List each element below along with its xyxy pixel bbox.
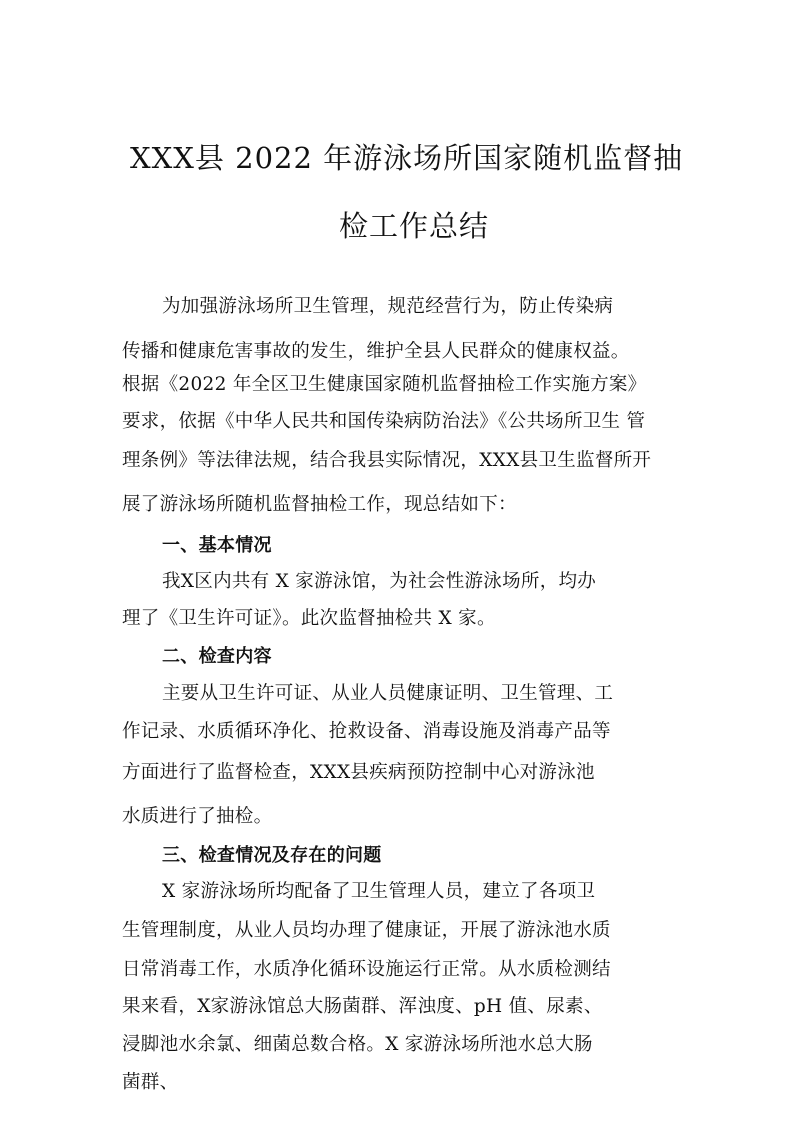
intro-paragraph-line: 根据《2022 年全区卫生健康国家随机监督抽检工作实施方案》 [122, 374, 647, 395]
section-paragraph-line: X 家游泳场所均配备了卫生管理人员，建立了各项卫 [162, 881, 596, 902]
document-title-line-1: XXX县 2022 年游泳场所国家随机监督抽 [130, 141, 684, 175]
section-paragraph-line: 主要从卫生许可证、从业人员健康证明、卫生管理、工 [162, 683, 614, 704]
section-paragraph-line: 浸脚池水余氯、细菌总数合格。X 家游泳场所池水总大肠 [122, 1034, 593, 1055]
section-heading-basic-info: 一、基本情况 [162, 535, 272, 556]
intro-paragraph-line: 为加强游泳场所卫生管理，规范经营行为，防止传染病 [162, 296, 614, 317]
section-heading-inspection-content: 二、检查内容 [162, 646, 272, 667]
intro-paragraph-line: 传播和健康危害事故的发生，维护全县人民群众的健康权益。 [122, 341, 630, 362]
section-paragraph-line: 菌群、 [122, 1072, 179, 1093]
section-paragraph-line: 方面进行了监督检查，XXX县疾病预防控制中心对游泳池 [122, 762, 595, 783]
section-heading-findings: 三、检查情况及存在的问题 [162, 845, 382, 866]
section-paragraph-line: 果来看，X家游泳馆总大肠菌群、浑浊度、pH 值、尿素、 [122, 996, 603, 1017]
intro-paragraph-line: 理条例》等法律法规，结合我县实际情况，XXX县卫生监督所开 [122, 450, 652, 471]
intro-paragraph-line: 展了游泳场所随机监督抽检工作，现总结如下： [122, 494, 517, 515]
intro-paragraph-line: 要求，依据《中华人民共和国传染病防治法》《公共场所卫生 管 [122, 411, 646, 432]
section-paragraph-line: 作记录、水质循环净化、抢救设备、消毒设施及消毒产品等 [122, 721, 611, 742]
document-title-line-2: 检工作总结 [339, 209, 490, 243]
section-paragraph-line: 理了《卫生许可证》。此次监督抽检共 X 家。 [122, 608, 496, 629]
section-paragraph-line: 水质进行了抽检。 [122, 806, 273, 827]
section-paragraph-line: 生管理制度，从业人员均办理了健康证，开展了游泳池水质 [122, 920, 611, 941]
section-paragraph-line: 我X区内共有 X 家游泳馆，为社会性游泳场所，均办 [162, 571, 597, 592]
section-paragraph-line: 日常消毒工作，水质净化循环设施运行正常。从水质检测结 [122, 959, 611, 980]
